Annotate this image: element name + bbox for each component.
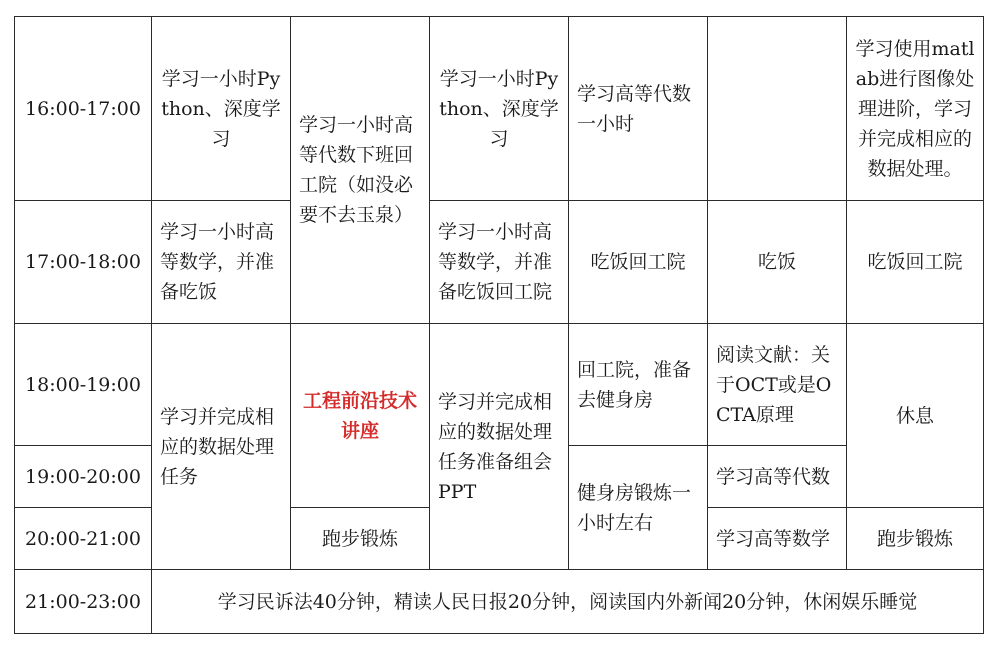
table-row (15, 17, 984, 201)
schedule-cell: 休息 (847, 324, 984, 508)
schedule-cell: 学习高等数学 (708, 508, 847, 570)
schedule-cell: 学习使用matlab进行图像处理进阶，学习并完成相应的数据处理。 (847, 17, 984, 201)
schedule-cell: 阅读文献：关于OCT或是OCTA原理 (708, 324, 847, 446)
table-row (15, 201, 984, 324)
schedule-cell: 跑步锻炼 (291, 508, 430, 570)
schedule-cell: 学习并完成相应的数据处理任务准备组会PPT (430, 324, 569, 570)
schedule-cell: 学习高等代数一小时 (569, 17, 708, 201)
time-cell: 16:00-17:00 (15, 17, 152, 201)
schedule-cell: 吃饭回工院 (569, 201, 708, 324)
time-cell: 18:00-19:00 (15, 324, 152, 446)
schedule-cell: 吃饭 (708, 201, 847, 324)
time-cell: 20:00-21:00 (15, 508, 152, 570)
time-cell: 19:00-20:00 (15, 446, 152, 508)
schedule-cell: 回工院，准备去健身房 (569, 324, 708, 446)
schedule-container (14, 16, 984, 634)
schedule-cell: 吃饭回工院 (847, 201, 984, 324)
schedule-cell: 学习一小时高等数学，并准备吃饭回工院 (430, 201, 569, 324)
time-cell: 21:00-23:00 (15, 570, 152, 634)
schedule-cell: 学习并完成相应的数据处理任务 (152, 324, 291, 570)
time-cell: 17:00-18:00 (15, 201, 152, 324)
table-row (15, 324, 984, 446)
schedule-table (14, 16, 984, 634)
schedule-cell (708, 17, 847, 201)
schedule-cell: 学习一小时Python、深度学习 (152, 17, 291, 201)
table-row (15, 570, 984, 634)
schedule-cell: 学习一小时高等代数下班回工院（如没必要不去玉泉） (291, 17, 430, 324)
lecture-cell: 工程前沿技术讲座 (291, 324, 430, 508)
schedule-cell: 跑步锻炼 (847, 508, 984, 570)
schedule-cell: 学习一小时高等数学，并准备吃饭 (152, 201, 291, 324)
evening-plan-cell: 学习民诉法40分钟，精读人民日报20分钟，阅读国内外新闻20分钟，休闲娱乐睡觉 (152, 570, 984, 634)
schedule-cell: 健身房锻炼一小时左右 (569, 446, 708, 570)
schedule-cell: 学习高等代数 (708, 446, 847, 508)
schedule-cell: 学习一小时Python、深度学习 (430, 17, 569, 201)
